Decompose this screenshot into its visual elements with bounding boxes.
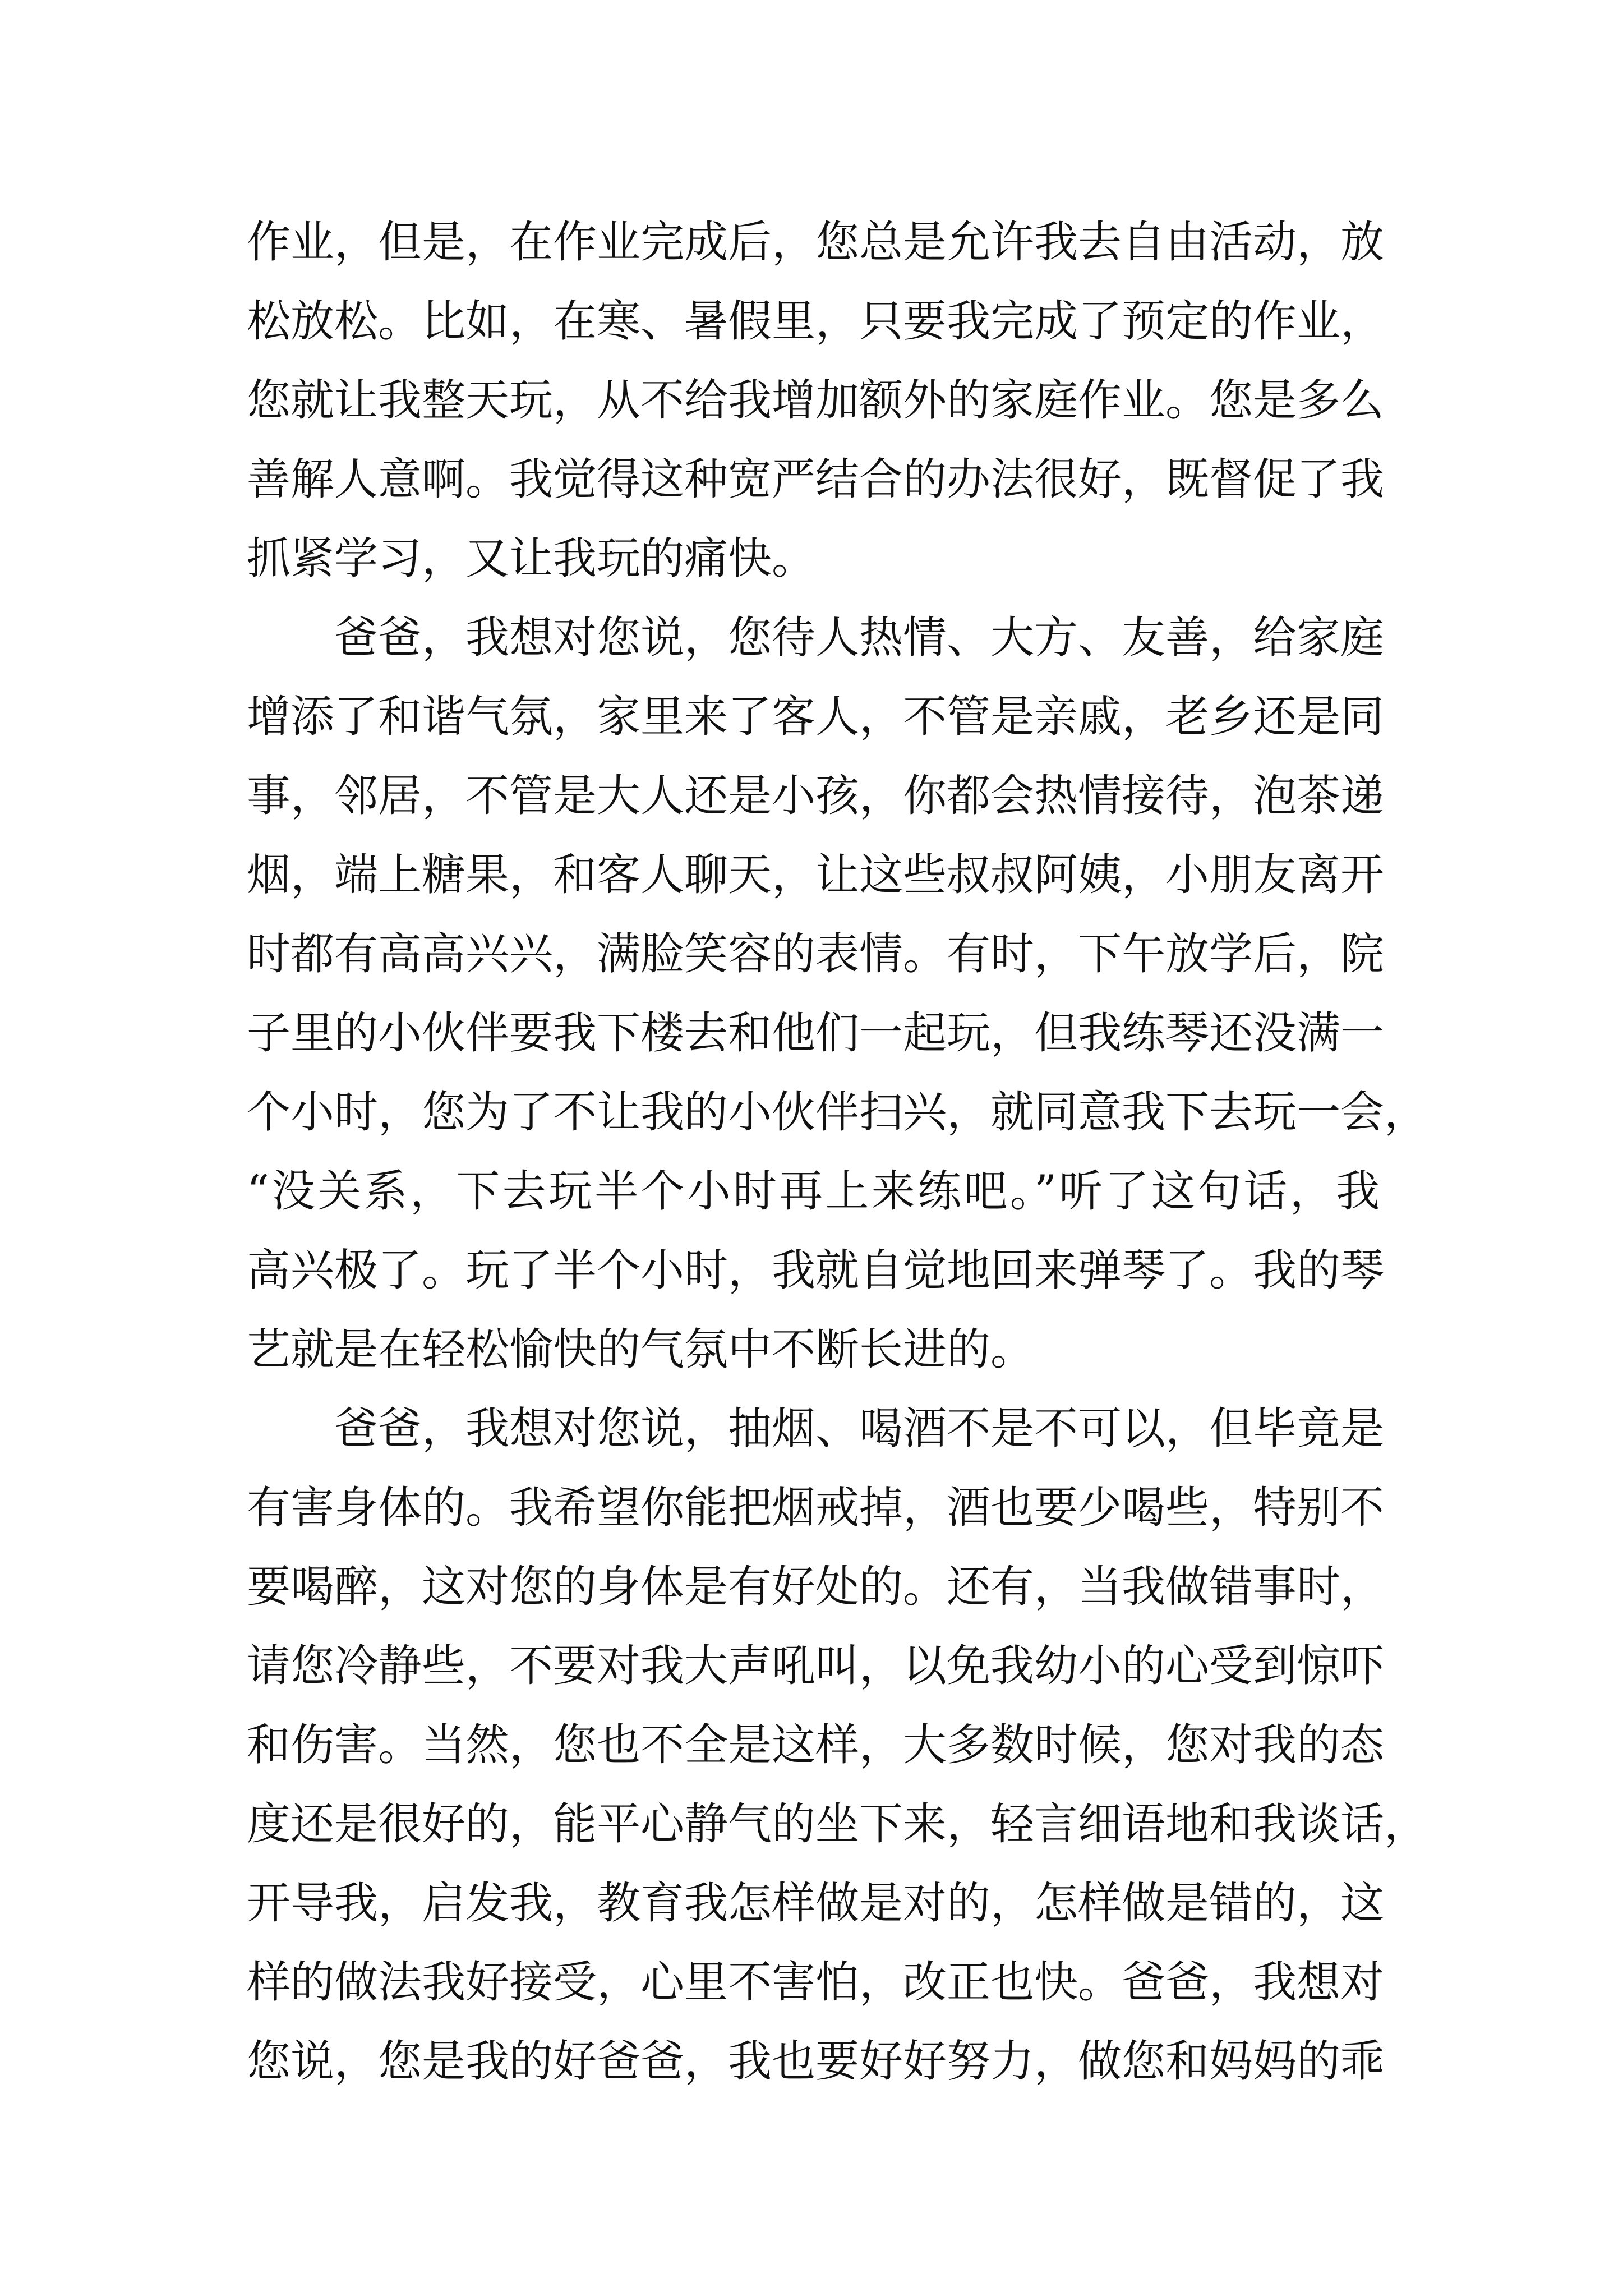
text-line: “没关系，下去玩半个小时再上来练吧。”听了这句话，我 <box>247 1166 1380 1217</box>
text-line: 善解人意啊。我觉得这种宽严结合的办法很好，既督促了我 <box>247 454 1385 505</box>
text-line: 高兴极了。玩了半个小时，我就自觉地回来弹琴了。我的琴 <box>247 1245 1385 1296</box>
text-line: 增添了和谐气氛，家里来了客人，不管是亲戚，老乡还是同 <box>247 692 1385 742</box>
paragraph-first-line: 爸爸，我想对您说，抽烟、喝酒不是不可以，但毕竟是 <box>334 1404 1385 1454</box>
letter-body-text <box>247 203 1428 2101</box>
text-line: 您就让我整天玩，从不给我增加额外的家庭作业。您是多么 <box>247 375 1385 426</box>
paragraph-first-line: 爸爸，我想对您说，您待人热情、大方、友善，给家庭 <box>334 613 1385 663</box>
text-line: 和伤害。当然，您也不全是这样，大多数时候，您对我的态 <box>247 1720 1385 1770</box>
text-line: 子里的小伙伴要我下楼去和他们一起玩，但我练琴还没满一 <box>247 1008 1385 1059</box>
text-line: 个小时，您为了不让我的小伙伴扫兴，就同意我下去玩一会， <box>247 1087 1428 1138</box>
text-line: 艺就是在轻松愉快的气氛中不断长进的。 <box>247 1324 1035 1375</box>
text-line: 开导我，启发我，教育我怎样做是对的，怎样做是错的，这 <box>247 1878 1385 1929</box>
text-line: 松放松。比如，在寒、暑假里，只要我完成了预定的作业， <box>247 296 1385 347</box>
text-line: 请您冷静些，不要对我大声吼叫，以免我幼小的心受到惊吓 <box>247 1641 1385 1691</box>
text-line: 有害身体的。我希望你能把烟戒掉，酒也要少喝些，特别不 <box>247 1483 1385 1533</box>
text-line: 您说，您是我的好爸爸，我也要好好努力，做您和妈妈的乖 <box>247 2036 1385 2087</box>
text-line: 样的做法我好接受，心里不害怕，改正也快。爸爸，我想对 <box>247 1957 1385 2008</box>
text-line: 要喝醉，这对您的身体是有好处的。还有，当我做错事时， <box>247 1562 1385 1612</box>
text-line: 作业，但是，在作业完成后，您总是允许我去自由活动，放 <box>247 217 1385 268</box>
text-line: 烟，端上糖果，和客人聊天，让这些叔叔阿姨，小朋友离开 <box>247 850 1385 900</box>
text-line: 抓紧学习，又让我玩的痛快。 <box>247 533 816 584</box>
text-line: 事，邻居，不管是大人还是小孩，你都会热情接待，泡茶递 <box>247 771 1385 821</box>
text-line: 时都有高高兴兴，满脸笑容的表情。有时，下午放学后，院 <box>247 929 1385 979</box>
text-line: 度还是很好的，能平心静气的坐下来，轻言细语地和我谈话， <box>247 1799 1428 1849</box>
